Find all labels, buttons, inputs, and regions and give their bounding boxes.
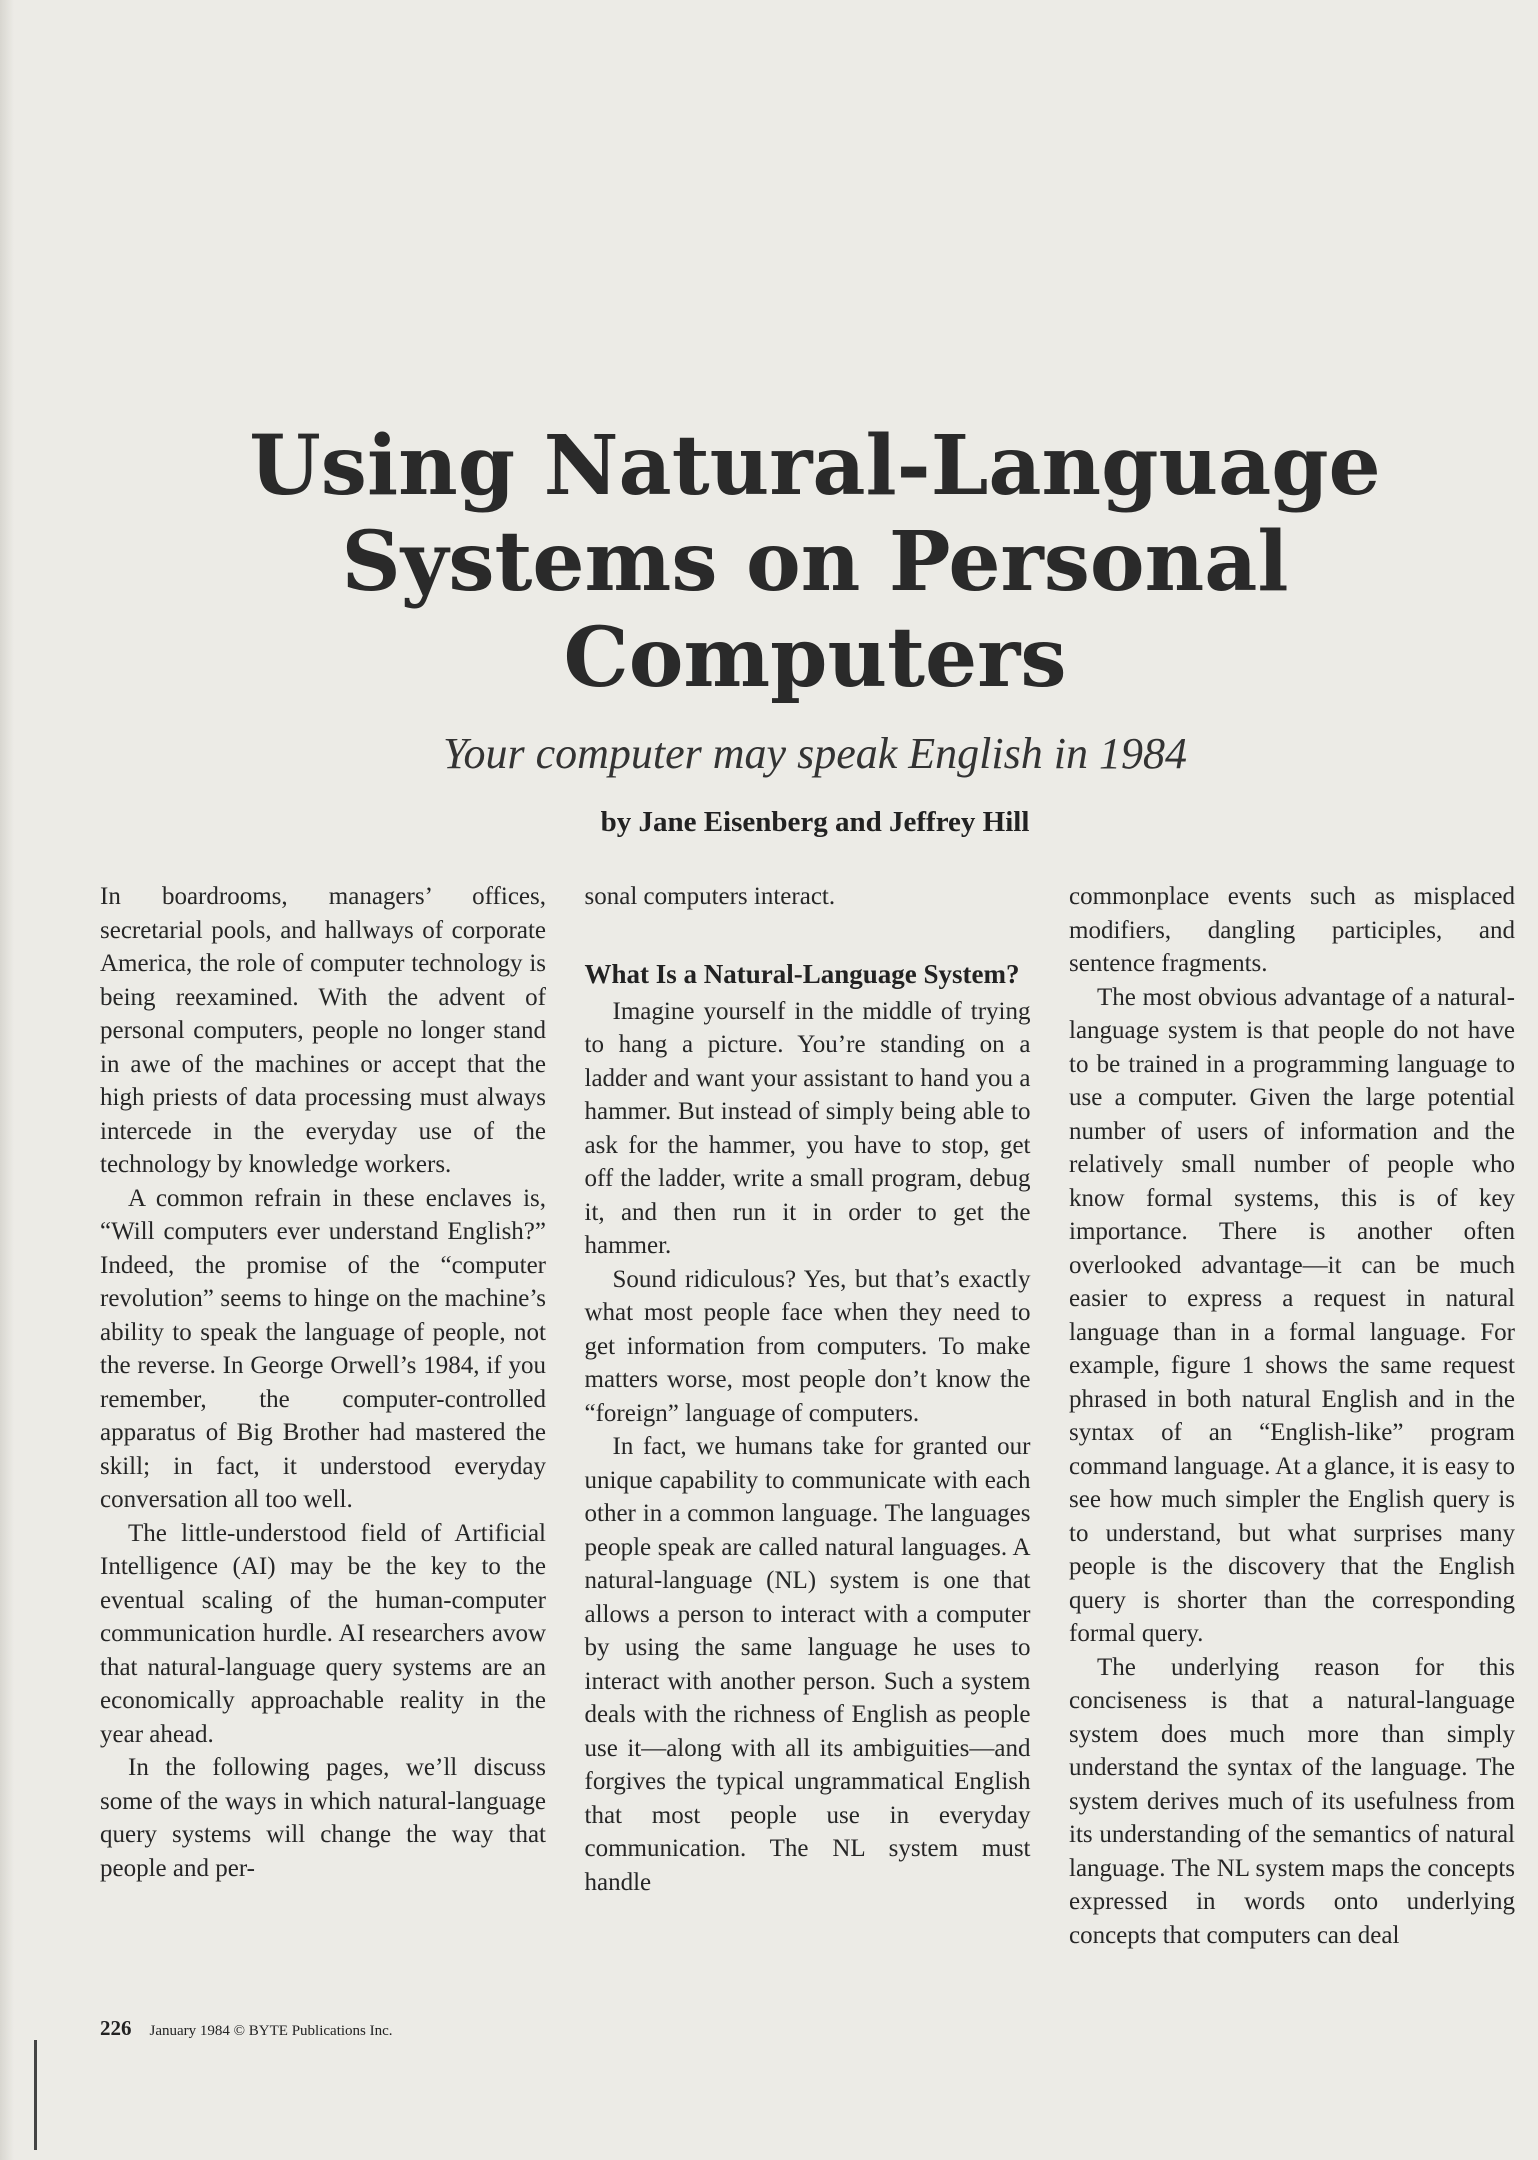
page-footer	[100, 2016, 393, 2041]
article-subtitle: Your computer may speak English in 1984	[443, 729, 1187, 778]
page-number: 226	[100, 2016, 132, 2040]
paragraph: In the following pages, we’ll discuss some of the ways in which natural-language query systems will change the way that people and per-	[100, 1754, 546, 1882]
paragraph: commonplace events such as misplaced modifiers, dangling participles, and sentence fragments.	[1069, 883, 1515, 977]
scan-edge-mark	[34, 2040, 37, 2150]
paragraph: Imagine yourself in the middle of trying to hang a picture. You’re standing on a ladder and want your assistant to hand you a hammer. But instead of simply being able to ask for the hammer, you have to stop, get off the ladder, write a small program, debug it, and then run it in order to get the hammer.	[584, 997, 1031, 1259]
paragraph: The underlying reason for this conciseness is that a natural-language system does much more than simply understand the syntax of the language. The system derives much of its usefulness from its understanding of the semantics of natural language. The NL system maps the concepts expressed in words onto underlying concepts that computers can deal	[1069, 1653, 1515, 1949]
paragraph: In fact, we humans take for granted our unique capability to communicate with each other in a common language. The languages people speak are called natural languages. A natural-language (NL) system is one that allows a person to interact with a computer by using the same language he uses to interact with another person. Such a system deals with the richness of English as people use it—along with all its ambiguities—and forgives the typical ungrammatical English that most people use in everyday communication. The NL system must handle	[584, 1433, 1031, 1896]
article-byline: by Jane Eisenberg and Jeffrey Hill	[600, 806, 1030, 838]
paragraph: The little-understood field of Artificial Intelligence (AI) may be the key to the eventual scaling of the human-computer communication hurdle. AI researchers avow that natural-language query systems are an economically approachable reality in the year ahead.	[100, 1519, 546, 1748]
article-title: Using Natural-Language Systems on Personal Computers	[249, 418, 1381, 706]
paragraph: The most obvious advantage of a natural-language system is that people do not have to be trained in a programming language to use a computer. Given the large potential number of users of information and the relatively small number of people who know formal systems, this is of key importance. There is another often overlooked advantage—it can be much easier to express a request in natural language than in a formal language. For example, figure 1 shows the same request phrased in both natural English and in the syntax of an “English-like” program command language. At a glance, it is easy to see how much simpler the English query is to understand, but what surprises many people is the discovery that the English query is shorter than the corresponding formal query.	[1069, 983, 1515, 1647]
paragraph: sonal computers interact.	[584, 883, 836, 910]
title-block	[150, 418, 1480, 840]
column-3	[1069, 880, 1515, 2060]
paragraph: A common refrain in these enclaves is, “Will computers ever understand English?” Indeed, the promise of the “computer revolution” seems to hinge on the machine’s ability to speak the language of people, not the reverse. In George Orwell’s 1984, if you remember, the computer-controlled apparatus of Big Brother had mastered the skill; in fact, it understood everyday conversation all too well.	[100, 1184, 546, 1513]
page-edge-shadow	[0, 0, 14, 2160]
publication-info: January 1984 © BYTE Publications Inc.	[149, 2023, 393, 2039]
column-1	[100, 880, 546, 2060]
paragraph: In boardrooms, managers’ offices, secretarial pools, and hallways of corporate America, the role of computer technology is being reexamined. With the advent of personal computers, people no longer stand in awe of the machines or accept that the high priests of data processing must always intercede in the everyday use of the technology by knowledge workers.	[100, 883, 546, 1178]
section-heading: What Is a Natural-Language System?	[584, 958, 1020, 989]
column-2	[585, 880, 1031, 2060]
paragraph: Sound ridiculous? Yes, but that’s exactly what most people face when they need to get information from computers. To make matters worse, most people don’t know the “foreign” language of computers.	[584, 1265, 1031, 1427]
body-columns	[100, 880, 1515, 2060]
